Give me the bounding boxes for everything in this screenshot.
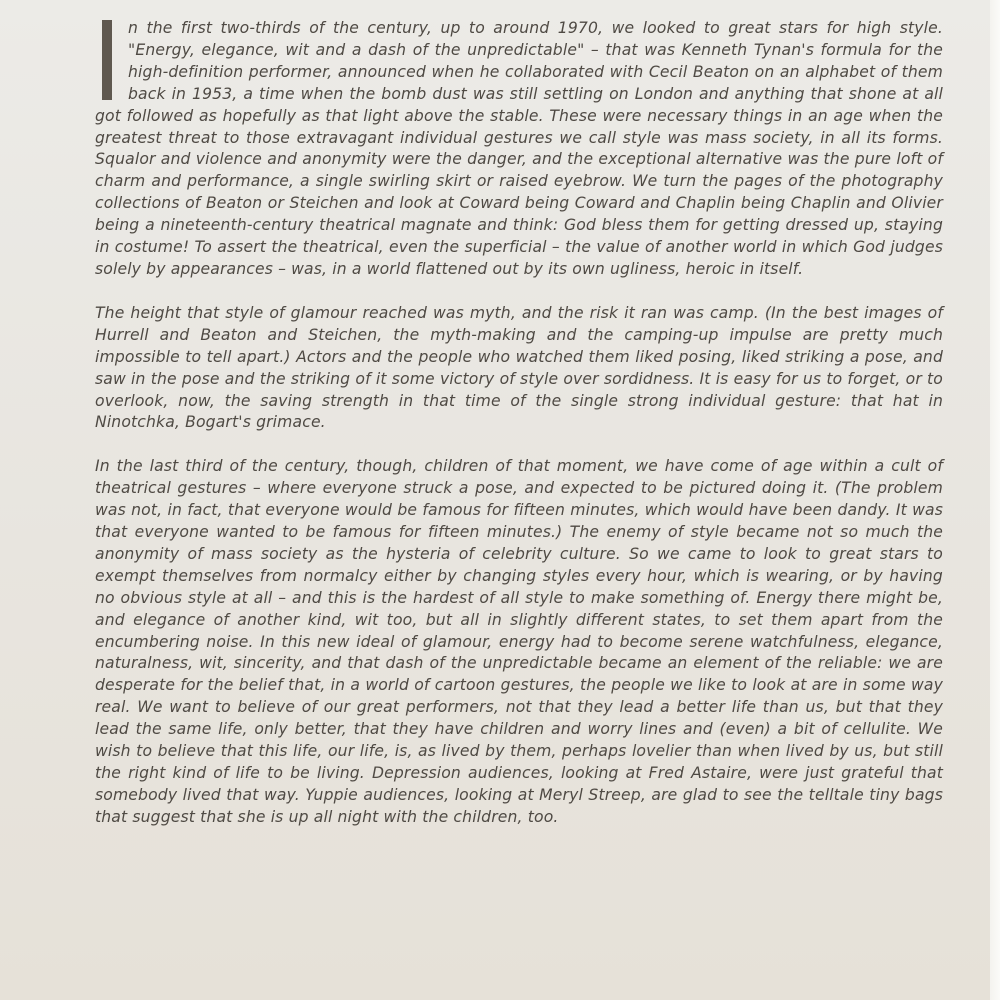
paragraph-3: In the last third of the century, though, children of that moment, we have come of age within a cult of theatrical gestures – where everyone struck a pose, and expected to be pictured doing it. (The problem was not, in fact, that everyone would be famous for fifteen minutes, which would have been dandy. It was that everyone wanted to be famous for fifteen minutes.) The enemy of style became not so much the anonymity of mass society as the hysteria of celebrity culture. So we came to look to great stars to exempt themselves from normalcy either by changing styles every hour, which is wearing, or by having no obvious style at all – and this is the hardest of all style to make something of. Energy there might be, and elegance of another kind, wit too, but all in slightly different states, to set them apart from the encumbering noise. In this new ideal of glamour, energy had to become serene watchfulness, elegance, naturalness, wit, sincerity, and that dash of the unpredictable became an element of the reliable: we are desperate for the belief that, in a world of cartoon gestures, the people we like to look at are in some way real. We want to believe of our great performers, not that they lead a better life than us, but that they lead the same life, only better, that they have children and worry lines and (even) a bit of cellulite. We wish to believe that this life, our life, is, as lived by them, perhaps lovelier than when lived by us, but still the right kind of life to be living. Depression audiences, looking at Fred Astaire, were just grateful that somebody lived that way. Yuppie audiences, looking at Meryl Streep, are glad to see the telltale tiny bags that suggest that she is up all night with the children, too. [95,457,943,826]
paragraph-1 [95,18,943,281]
article-body [95,18,943,829]
paragraph-2: The height that style of glamour reached was myth, and the risk it ran was camp. (In the best images of Hurrell and Beaton and Steichen, the myth-making and the camping-up impulse are pretty much impossible to tell apart.) Actors and the people who watched them liked posing, liked striking a pose, and saw in the pose and the striking of it some victory of style over sordidness. It is easy for us to forget, or to overlook, now, the saving strength in that time of the single strong individual gesture: that hat in Ninotchka, Bogart's grimace. [95,303,943,432]
paragraph-1-text: n the first two-thirds of the century, up to around 1970, we looked to great stars for high style. "Energy, elegance, wit and a dash of the unpredictable" – that was Kenneth Tynan's formula for the high-definition performer, announced when he collaborated with Cecil Beaton on an alphabet of them back in 1953, a time when the bomb dust was still settling on London and anything that shone at all got followed as hopefully as that light above the stable. These were necessary things in an age when the greatest threat to those extravagant individual gestures we call style was mass society, in all its forms. Squalor and violence and anonymity were the danger, and the exceptional alternative was the pure loft of charm and performance, a single swirling skirt or raised eyebrow. We turn the pages of the photography collections of Beaton or Steichen and look at Coward being Coward and Chaplin being Chaplin and Olivier being a nineteenth-century theatrical magnate and think: God bless them for getting dressed up, staying in costume! To assert the theatrical, even the superficial – the value of another world in which God judges solely by appearances – was, in a world flattened out by its own ugliness, heroic in itself. [95,19,943,278]
page-edge [990,0,1000,1000]
drop-cap-container [95,20,128,102]
drop-cap [102,20,112,100]
